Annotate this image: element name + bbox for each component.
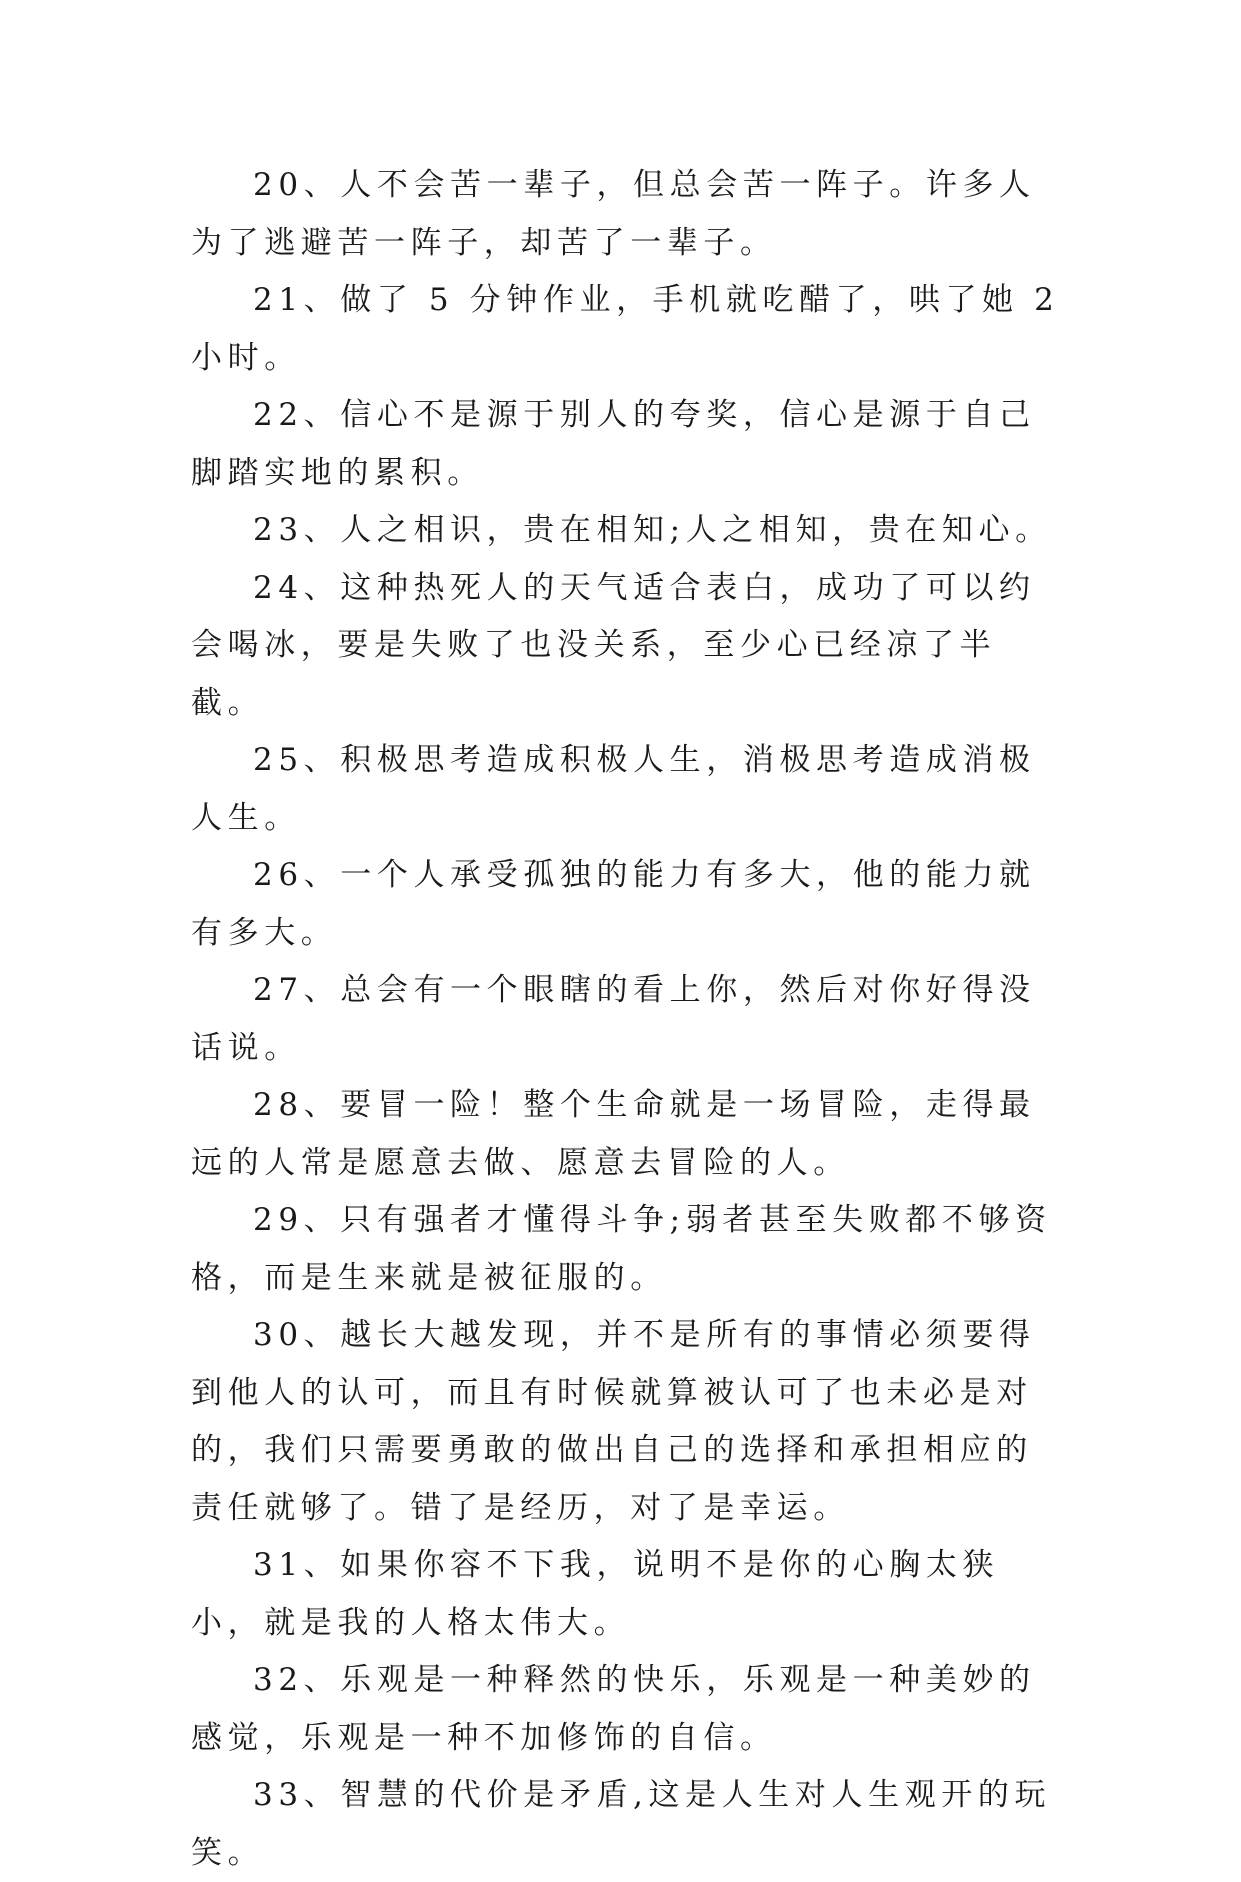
quote-paragraph-28: 28、要冒一险！整个生命就是一场冒险，走得最远的人常是愿意去做、愿意去冒险的人。	[191, 1087, 1036, 1181]
quote-paragraph-30: 30、越长大越发现，并不是所有的事情必须要得到他人的认可，而且有时候就算被认可了也未必是对的，我们只需要勇敢的做出自己的选择和承担相应的责任就够了。错了是经历，对了是幸运。	[191, 1317, 1036, 1526]
quote-paragraph-20: 20、人不会苦一辈子，但总会苦一阵子。许多人为了逃避苦一阵子，却苦了一辈子。	[191, 167, 1036, 261]
quote-paragraph-25: 25、积极思考造成积极人生，消极思考造成消极人生。	[191, 742, 1036, 836]
quote-paragraph-32: 32、乐观是一种释然的快乐，乐观是一种美妙的感觉，乐观是一种不加修饰的自信。	[191, 1662, 1036, 1756]
quote-paragraph-31: 31、如果你容不下我，说明不是你的心胸太狭小，就是我的人格太伟大。	[191, 1547, 1000, 1641]
quote-paragraph-33: 33、智慧的代价是矛盾,这是人生对人生观开的玩笑。	[191, 1777, 1052, 1871]
quote-paragraph-21: 21、做了 5 分钟作业，手机就吃醋了，哄了她 2 小时。	[191, 282, 1075, 376]
document-body	[191, 157, 1075, 1882]
quote-paragraph-23: 23、人之相识，贵在相知;人之相知，贵在知心。	[253, 512, 1052, 548]
quote-paragraph-26: 26、一个人承受孤独的能力有多大，他的能力就有多大。	[191, 857, 1036, 951]
quote-paragraph-22: 22、信心不是源于别人的夸奖，信心是源于自己脚踏实地的累积。	[191, 397, 1036, 491]
quote-paragraph-29: 29、只有强者才懂得斗争;弱者甚至失败都不够资格，而是生来就是被征服的。	[191, 1202, 1052, 1296]
quote-paragraph-27: 27、总会有一个眼瞎的看上你，然后对你好得没话说。	[191, 972, 1036, 1066]
quote-paragraph-24: 24、这种热死人的天气适合表白，成功了可以约会喝冰，要是失败了也没关系，至少心已经凉了半截。	[191, 569, 1036, 721]
